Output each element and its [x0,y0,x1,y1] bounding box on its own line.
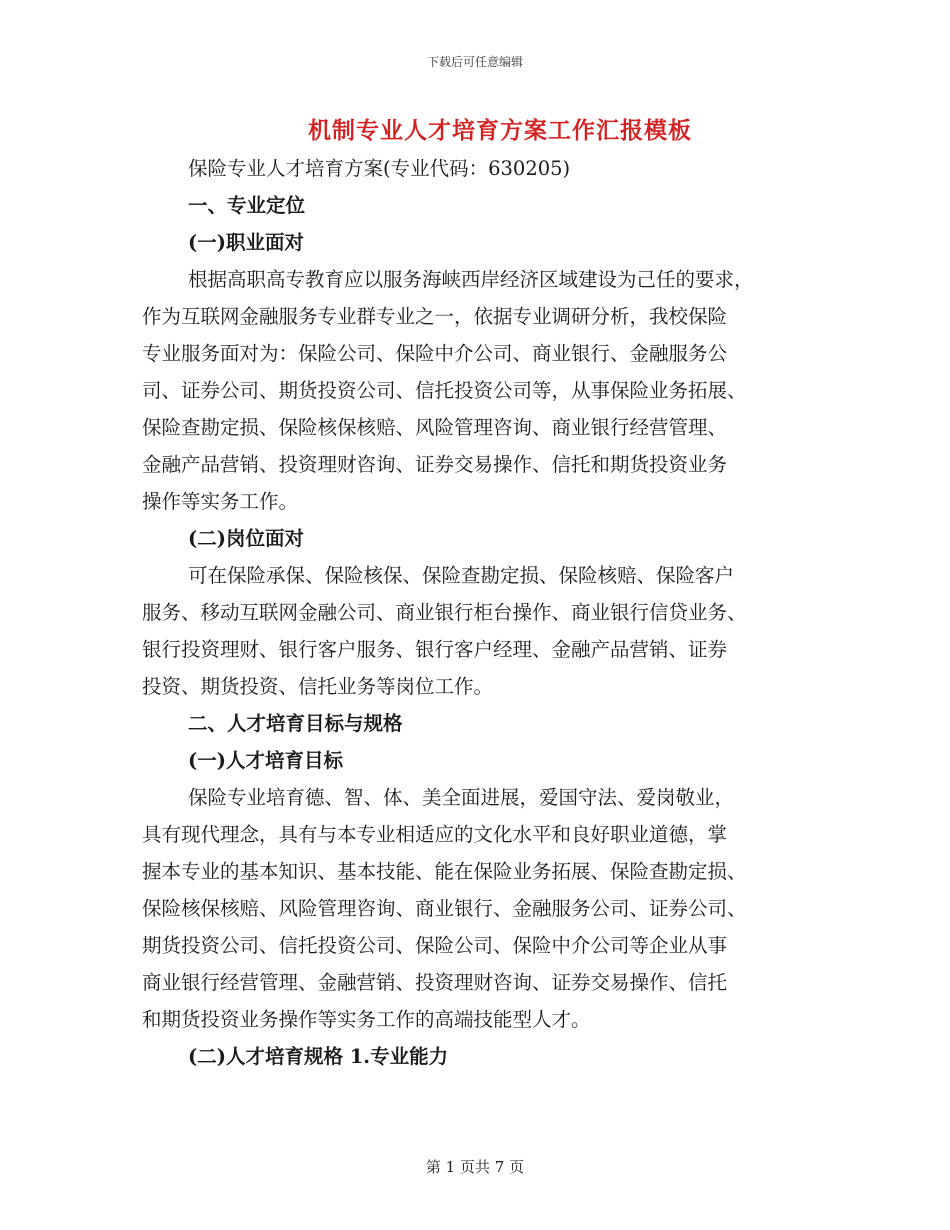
paragraph-line: 银行投资理财、银行客户服务、银行客户经理、金融产品营销、证券 [142,638,728,661]
paragraph-line: 专业服务面对为：保险公司、保险中介公司、商业银行、金融服务公 [142,342,728,365]
subsection-heading-career: (一)职业面对 [188,231,304,254]
section-heading-positioning: 一、专业定位 [188,194,306,217]
paragraph-line: 金融产品营销、投资理财咨询、证券交易操作、信托和期货投资业务 [142,453,728,476]
paragraph-line: 可在保险承保、保险核保、保险查勘定损、保险核赔、保险客户 [188,564,735,587]
paragraph-line: 投资、期货投资、信托业务等岗位工作。 [142,675,494,698]
paragraph-line: 商业银行经营管理、金融营销、投资理财咨询、证券交易操作、信托 [142,971,728,994]
page-number: 第 1 页共 7 页 [425,1158,525,1176]
subsection-heading-positions: (二)岗位面对 [188,527,304,550]
subsection-heading-training-goal: (一)人才培育目标 [188,749,343,772]
paragraph-line: 具有现代理念，具有与本专业相适应的文化水平和良好职业道德，掌 [142,823,728,846]
paragraph-line: 保险核保核赔、风险管理咨询、商业银行、金融服务公司、证券公司、 [142,897,747,920]
paragraph-line: 保险专业培育德、智、体、美全面进展，爱国守法、爱岗敬业， [188,786,735,809]
paragraph-line: 根据高职高专教育应以服务海峡西岸经济区域建设为己任的要求， [188,268,754,291]
program-subtitle: 保险专业人才培育方案(专业代码：630205) [188,157,571,180]
paragraph-line: 服务、移动互联网金融公司、商业银行柜台操作、商业银行信贷业务、 [142,601,747,624]
page-header-note: 下载后可任意编辑 [426,55,523,69]
paragraph-line: 期货投资公司、信托投资公司、保险公司、保险中介公司等企业从事 [142,934,728,957]
subsection-heading-training-spec: (二)人才培育规格 1.专业能力 [188,1045,449,1068]
paragraph-line: 保险查勘定损、保险核保核赔、风险管理咨询、商业银行经营管理、 [142,416,728,439]
paragraph-line: 握本专业的基本知识、基本技能、能在保险业务拓展、保险查勘定损、 [142,860,747,883]
paragraph-line: 和期货投资业务操作等实务工作的高端技能型人才。 [142,1008,591,1031]
paragraph-line: 作为互联网金融服务专业群专业之一，依据专业调研分析，我校保险 [142,305,728,328]
paragraph-line: 操作等实务工作。 [142,490,299,513]
paragraph-line: 司、证券公司、期货投资公司、信托投资公司等，从事保险业务拓展、 [142,379,747,402]
section-heading-goals: 二、人才培育目标与规格 [188,712,403,735]
document-title: 机制专业人才培育方案工作汇报模板 [308,117,692,144]
document-body [142,150,812,1075]
